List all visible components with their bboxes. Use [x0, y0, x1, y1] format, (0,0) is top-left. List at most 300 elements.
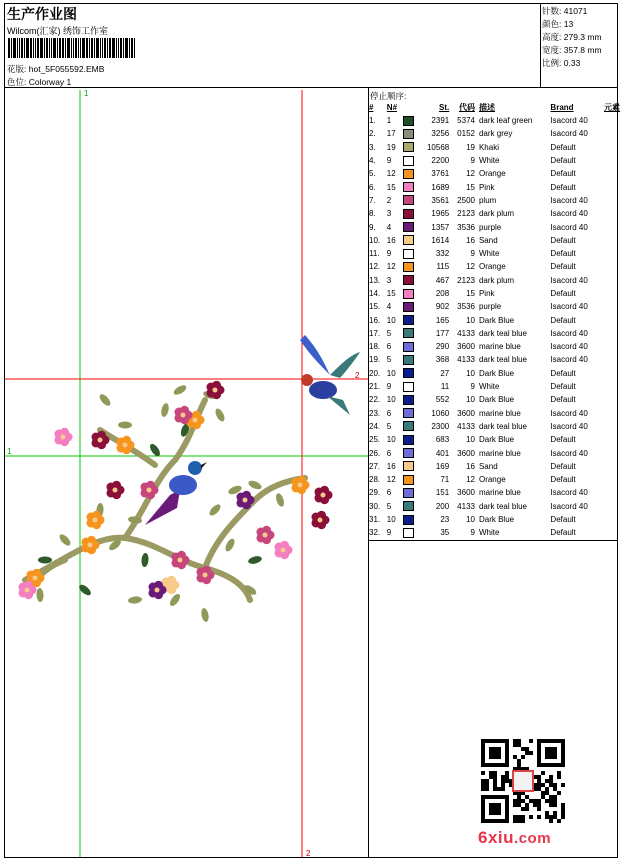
row-needle: 10: [386, 315, 396, 325]
row-description: White: [478, 156, 500, 166]
col-element: 元素: [604, 103, 620, 112]
row-needle: 16: [386, 461, 396, 471]
qr-module: [545, 787, 549, 791]
colors-value: 13: [563, 19, 574, 29]
qr-module: [561, 815, 565, 819]
flower-center: [147, 488, 152, 493]
row-brand: Isacord 40: [550, 355, 588, 365]
qr-module: [553, 815, 557, 819]
row-stitches: 1614: [431, 235, 450, 245]
table-row: [369, 260, 620, 273]
row-index: 25.: [369, 435, 381, 445]
row-stitches: 3561: [431, 195, 450, 205]
barcode-bar: [71, 38, 72, 58]
color-swatch: [403, 488, 414, 498]
row-code: 16: [466, 235, 475, 245]
row-index: 9.: [369, 222, 376, 232]
row-description: dark plum: [478, 209, 515, 219]
bird-head: [188, 461, 202, 475]
row-brand: Default: [550, 182, 576, 192]
row-stitches: 902: [435, 302, 450, 312]
color-swatch: [403, 129, 414, 139]
barcode-bar: [37, 38, 39, 58]
row-stitches: 11: [440, 382, 450, 392]
table-row: [369, 393, 620, 406]
flower-center: [123, 443, 128, 448]
row-description: marine blue: [478, 488, 521, 498]
row-code: 10: [466, 368, 475, 378]
table-row: [369, 353, 620, 366]
row-code: 2500: [457, 195, 475, 205]
row-code: 12: [466, 169, 475, 179]
color-swatch: [403, 275, 414, 285]
row-needle: 19: [386, 142, 396, 152]
row-description: dark teal blue: [478, 421, 527, 431]
color-swatch: [403, 169, 414, 179]
color-swatch: [403, 448, 414, 458]
col-brand: Brand: [550, 103, 574, 112]
red-guide-label-right: 2: [355, 371, 360, 380]
row-needle: 12: [386, 169, 396, 179]
row-needle: 15: [386, 289, 396, 298]
qr-module: [505, 771, 509, 775]
row-brand: Default: [550, 289, 576, 298]
row-needle: 5: [386, 355, 392, 365]
row-code: 4133: [457, 355, 475, 365]
col-description: 描述: [478, 103, 495, 112]
qr-module: [525, 747, 529, 751]
qr-module: [561, 783, 565, 787]
green-guide-label-left: 1: [7, 447, 12, 456]
file-label: 花版:: [7, 64, 27, 74]
table-row: [369, 380, 620, 393]
row-needle: 2: [386, 195, 392, 205]
barcode-bar: [120, 38, 122, 58]
table-row: [369, 154, 620, 167]
leaf: [247, 555, 262, 565]
row-code: 12: [466, 262, 475, 272]
row-swatch: [403, 353, 421, 366]
row-brand: Isacord 40: [550, 421, 588, 431]
color-swatch: [403, 461, 414, 471]
col-stitches: St.: [438, 103, 450, 112]
row-index: 4.: [369, 156, 376, 166]
flower: [274, 541, 292, 560]
row-brand: Isacord 40: [550, 501, 588, 511]
color-swatch: [403, 209, 414, 219]
row-needle: 10: [386, 435, 396, 445]
flying-bird-tail: [327, 396, 350, 415]
barcode-bar: [40, 38, 43, 58]
qr-finder-part: [545, 747, 557, 759]
table-row: [369, 340, 620, 353]
barcode-bar: [94, 38, 95, 58]
colorway-label: 色位:: [7, 77, 27, 87]
row-brand: Default: [550, 142, 576, 152]
qr-module: [493, 783, 497, 787]
row-stitches: 200: [435, 501, 450, 511]
qr-module: [557, 791, 561, 795]
row-brand: Isacord 40: [550, 302, 588, 312]
row-brand: Isacord 40: [550, 448, 588, 458]
barcode-bar: [53, 38, 56, 58]
row-description: Sand: [478, 235, 498, 245]
barcode-bar: [51, 38, 52, 58]
row-code: 3600: [457, 342, 475, 352]
row-swatch: [403, 367, 421, 380]
row-brand: Isacord 40: [550, 129, 588, 139]
barcode-bar: [82, 38, 85, 58]
qr-module: [493, 779, 497, 783]
row-description: Sand: [478, 461, 498, 471]
row-stitches: 169: [435, 461, 450, 471]
row-swatch: [403, 287, 421, 300]
leaf: [224, 537, 237, 553]
row-code: 10: [466, 315, 475, 325]
table-row: [369, 207, 620, 220]
qr-module: [521, 747, 525, 751]
color-swatch: [403, 116, 414, 126]
row-description: White: [478, 528, 500, 538]
barcode-bar: [33, 38, 34, 58]
flower-center: [203, 573, 208, 578]
upper-right-branch: [205, 478, 305, 568]
logo-main: 6xiu: [478, 828, 515, 847]
qr-module: [513, 743, 517, 747]
row-swatch: [403, 194, 421, 207]
row-swatch: [403, 460, 421, 473]
row-stitches: 3761: [431, 169, 450, 179]
table-row: [369, 247, 620, 260]
stats-divider: [540, 3, 541, 87]
qr-module: [541, 771, 545, 775]
qr-module: [513, 799, 517, 803]
row-description: Pink: [478, 182, 495, 192]
barcode-bar: [129, 38, 130, 58]
qr-module: [553, 783, 557, 787]
qr-module: [537, 779, 541, 783]
logo-tail: .com: [514, 830, 552, 847]
col-code: 代码: [458, 103, 475, 112]
table-row: [369, 460, 620, 473]
qr-module: [549, 775, 553, 779]
row-needle: 5: [386, 328, 392, 338]
row-index: 32.: [369, 528, 381, 538]
qr-module: [521, 799, 525, 803]
row-stitches: 23: [440, 515, 450, 525]
qr-module: [533, 799, 537, 803]
scale-value: 0.33: [563, 58, 581, 68]
color-swatch: [403, 302, 414, 312]
row-swatch: [403, 167, 421, 180]
qr-module: [549, 803, 553, 807]
watermark-logo: [478, 828, 551, 848]
row-needle: 3: [386, 275, 392, 285]
qr-module: [501, 787, 505, 791]
row-swatch: [403, 274, 421, 287]
table-row: [369, 114, 620, 127]
row-description: Dark Blue: [478, 395, 515, 405]
table-row: [369, 194, 620, 207]
leaf: [214, 407, 227, 423]
row-code: 4133: [457, 421, 475, 431]
stitches-label: 针数:: [542, 6, 562, 16]
table-row: [369, 500, 620, 513]
row-swatch: [403, 446, 421, 459]
color-swatch: [403, 142, 414, 152]
row-swatch: [403, 247, 421, 260]
flower-center: [61, 435, 66, 440]
row-swatch: [403, 234, 421, 247]
row-description: Dark Blue: [478, 368, 515, 378]
barcode: [8, 38, 178, 58]
row-description: White: [478, 382, 500, 392]
height-label: 高度:: [542, 32, 562, 42]
qr-module: [533, 803, 537, 807]
qr-module: [545, 811, 549, 815]
row-stitches: 1965: [431, 209, 450, 219]
qr-module: [505, 775, 509, 779]
barcode-bar: [24, 38, 25, 58]
barcode-bar: [123, 38, 124, 58]
barcode-bar: [11, 38, 12, 58]
leaf: [118, 421, 132, 428]
flower-center: [178, 558, 183, 563]
row-brand: Isacord 40: [550, 116, 588, 126]
green-guide-label-top: 1: [84, 90, 89, 98]
qr-module: [521, 815, 525, 819]
row-brand: Default: [550, 528, 576, 538]
row-description: Orange: [478, 262, 506, 272]
barcode-bar: [116, 38, 117, 58]
row-stitches: 332: [435, 249, 450, 259]
row-code: 3600: [457, 448, 475, 458]
qr-module: [489, 775, 493, 779]
embroidery-preview: [5, 90, 368, 857]
barcode-bar: [109, 38, 111, 58]
qr-module: [561, 803, 565, 807]
flower-center: [263, 533, 268, 538]
row-brand: Isacord 40: [550, 488, 588, 498]
row-swatch: [403, 433, 421, 446]
row-stitches: 35: [440, 528, 450, 538]
row-brand: Isacord 40: [550, 195, 588, 205]
qr-module: [513, 815, 517, 819]
barcode-bar: [26, 38, 29, 58]
row-stitches: 2300: [431, 421, 450, 431]
row-needle: 10: [386, 515, 396, 525]
row-code: 2123: [457, 275, 475, 285]
barcode-bar: [107, 38, 108, 58]
row-swatch: [403, 180, 421, 193]
color-swatch: [403, 368, 414, 378]
colors-label: 颜色:: [542, 19, 562, 29]
row-description: Orange: [478, 169, 506, 179]
qr-module: [517, 739, 521, 743]
flower-center: [243, 498, 248, 503]
color-swatch: [403, 235, 414, 245]
table-row: [369, 287, 620, 300]
qr-module: [485, 783, 489, 787]
qr-module: [545, 779, 549, 783]
row-description: Pink: [478, 289, 495, 298]
table-row: [369, 220, 620, 233]
qr-module: [549, 815, 553, 819]
qr-module: [537, 799, 541, 803]
qr-module: [493, 775, 497, 779]
row-needle: 4: [386, 222, 392, 232]
flower-center: [93, 518, 98, 523]
row-description: Dark Blue: [478, 515, 515, 525]
row-brand: Isacord 40: [550, 328, 588, 338]
table-row: [369, 313, 620, 326]
qr-module: [501, 783, 505, 787]
row-index: 18.: [369, 342, 381, 352]
barcode-bar: [30, 38, 32, 58]
row-description: dark teal blue: [478, 355, 527, 365]
qr-module: [517, 803, 521, 807]
flower: [256, 526, 274, 545]
leaf: [148, 442, 162, 457]
barcode-bar: [57, 38, 58, 58]
color-swatch: [403, 421, 414, 431]
flower-center: [88, 543, 93, 548]
row-stitches: 368: [435, 355, 450, 365]
row-description: purple: [478, 302, 502, 312]
row-index: 7.: [369, 195, 376, 205]
row-code: 4133: [457, 328, 475, 338]
row-swatch: [403, 154, 421, 167]
qr-module: [553, 795, 557, 799]
table-row: [369, 327, 620, 340]
color-swatch: [403, 328, 414, 338]
row-swatch: [403, 260, 421, 273]
row-code: 9: [470, 382, 475, 392]
qr-finder-part: [489, 803, 501, 815]
height-value: 279.3 mm: [563, 32, 602, 42]
row-index: 10.: [369, 235, 381, 245]
flower-center: [193, 418, 198, 423]
table-row: [369, 433, 620, 446]
barcode-bar: [35, 38, 36, 58]
row-stitches: 177: [435, 328, 450, 338]
row-swatch: [403, 500, 421, 513]
table-row: [369, 407, 620, 420]
barcode-bar: [86, 38, 88, 58]
table-row: [369, 526, 620, 539]
row-code: 9: [470, 156, 475, 166]
row-needle: 15: [386, 182, 396, 192]
row-needle: 4: [386, 302, 392, 312]
flower-center: [168, 583, 173, 588]
qr-module: [485, 779, 489, 783]
color-swatch: [403, 501, 414, 511]
row-swatch: [403, 313, 421, 326]
table-row: [369, 167, 620, 180]
color-swatch: [403, 355, 414, 365]
qr-module: [517, 759, 521, 763]
row-index: 3.: [369, 142, 376, 152]
qr-module: [549, 783, 553, 787]
qr-center-seal: [513, 771, 533, 791]
qr-module: [517, 795, 521, 799]
color-swatch: [403, 315, 414, 325]
flower: [311, 511, 329, 530]
row-brand: Isacord 40: [550, 209, 588, 219]
row-stitches: 1060: [431, 408, 450, 418]
row-brand: Default: [550, 169, 576, 179]
row-swatch: [403, 300, 421, 313]
row-brand: Default: [550, 435, 576, 445]
qr-module: [517, 763, 521, 767]
row-code: 3600: [457, 408, 475, 418]
row-index: 15.: [369, 302, 381, 312]
row-stitches: 1357: [431, 222, 450, 232]
qr-module: [541, 791, 545, 795]
leaf: [274, 492, 285, 508]
qr-module: [521, 755, 525, 759]
barcode-bar: [44, 38, 45, 58]
color-swatch: [403, 515, 414, 525]
row-description: Orange: [478, 475, 506, 485]
row-brand: Isacord 40: [550, 222, 588, 232]
table-row: [369, 127, 620, 140]
barcode-bar: [89, 38, 90, 58]
qr-module: [541, 783, 545, 787]
row-brand: Default: [550, 368, 576, 378]
row-brand: Isacord 40: [550, 342, 588, 352]
barcode-bar: [112, 38, 115, 58]
flower: [81, 536, 99, 555]
row-stitches: 552: [435, 395, 450, 405]
row-brand: Default: [550, 156, 576, 166]
flower-center: [298, 483, 303, 488]
flying-bird: [300, 335, 360, 415]
row-description: marine blue: [478, 408, 521, 418]
qr-module: [557, 775, 561, 779]
color-swatch: [403, 156, 414, 166]
row-index: 30.: [369, 501, 381, 511]
row-brand: Default: [550, 235, 576, 245]
row-code: 9: [470, 249, 475, 259]
flower: [171, 551, 189, 570]
leaf: [141, 553, 149, 568]
qr-module: [545, 815, 549, 819]
qr-module: [529, 799, 533, 803]
table-row: [369, 473, 620, 486]
row-description: Dark Blue: [478, 435, 515, 445]
row-code: 12: [466, 475, 475, 485]
row-code: 10: [466, 435, 475, 445]
row-description: Dark Blue: [478, 315, 515, 325]
leaf: [128, 596, 143, 605]
row-needle: 9: [386, 382, 392, 392]
row-index: 14.: [369, 289, 381, 298]
row-needle: 9: [386, 249, 392, 259]
row-stitches: 3256: [431, 129, 450, 139]
row-needle: 5: [386, 421, 392, 431]
qr-module: [517, 815, 521, 819]
row-brand: Default: [550, 382, 576, 392]
barcode-bar: [13, 38, 16, 58]
file-line: [7, 63, 104, 75]
bird-body: [169, 475, 197, 495]
row-description: White: [478, 249, 500, 259]
qr-module: [525, 807, 529, 811]
qr-module: [553, 811, 557, 815]
row-stitches: 683: [435, 435, 450, 445]
qr-module: [541, 795, 545, 799]
